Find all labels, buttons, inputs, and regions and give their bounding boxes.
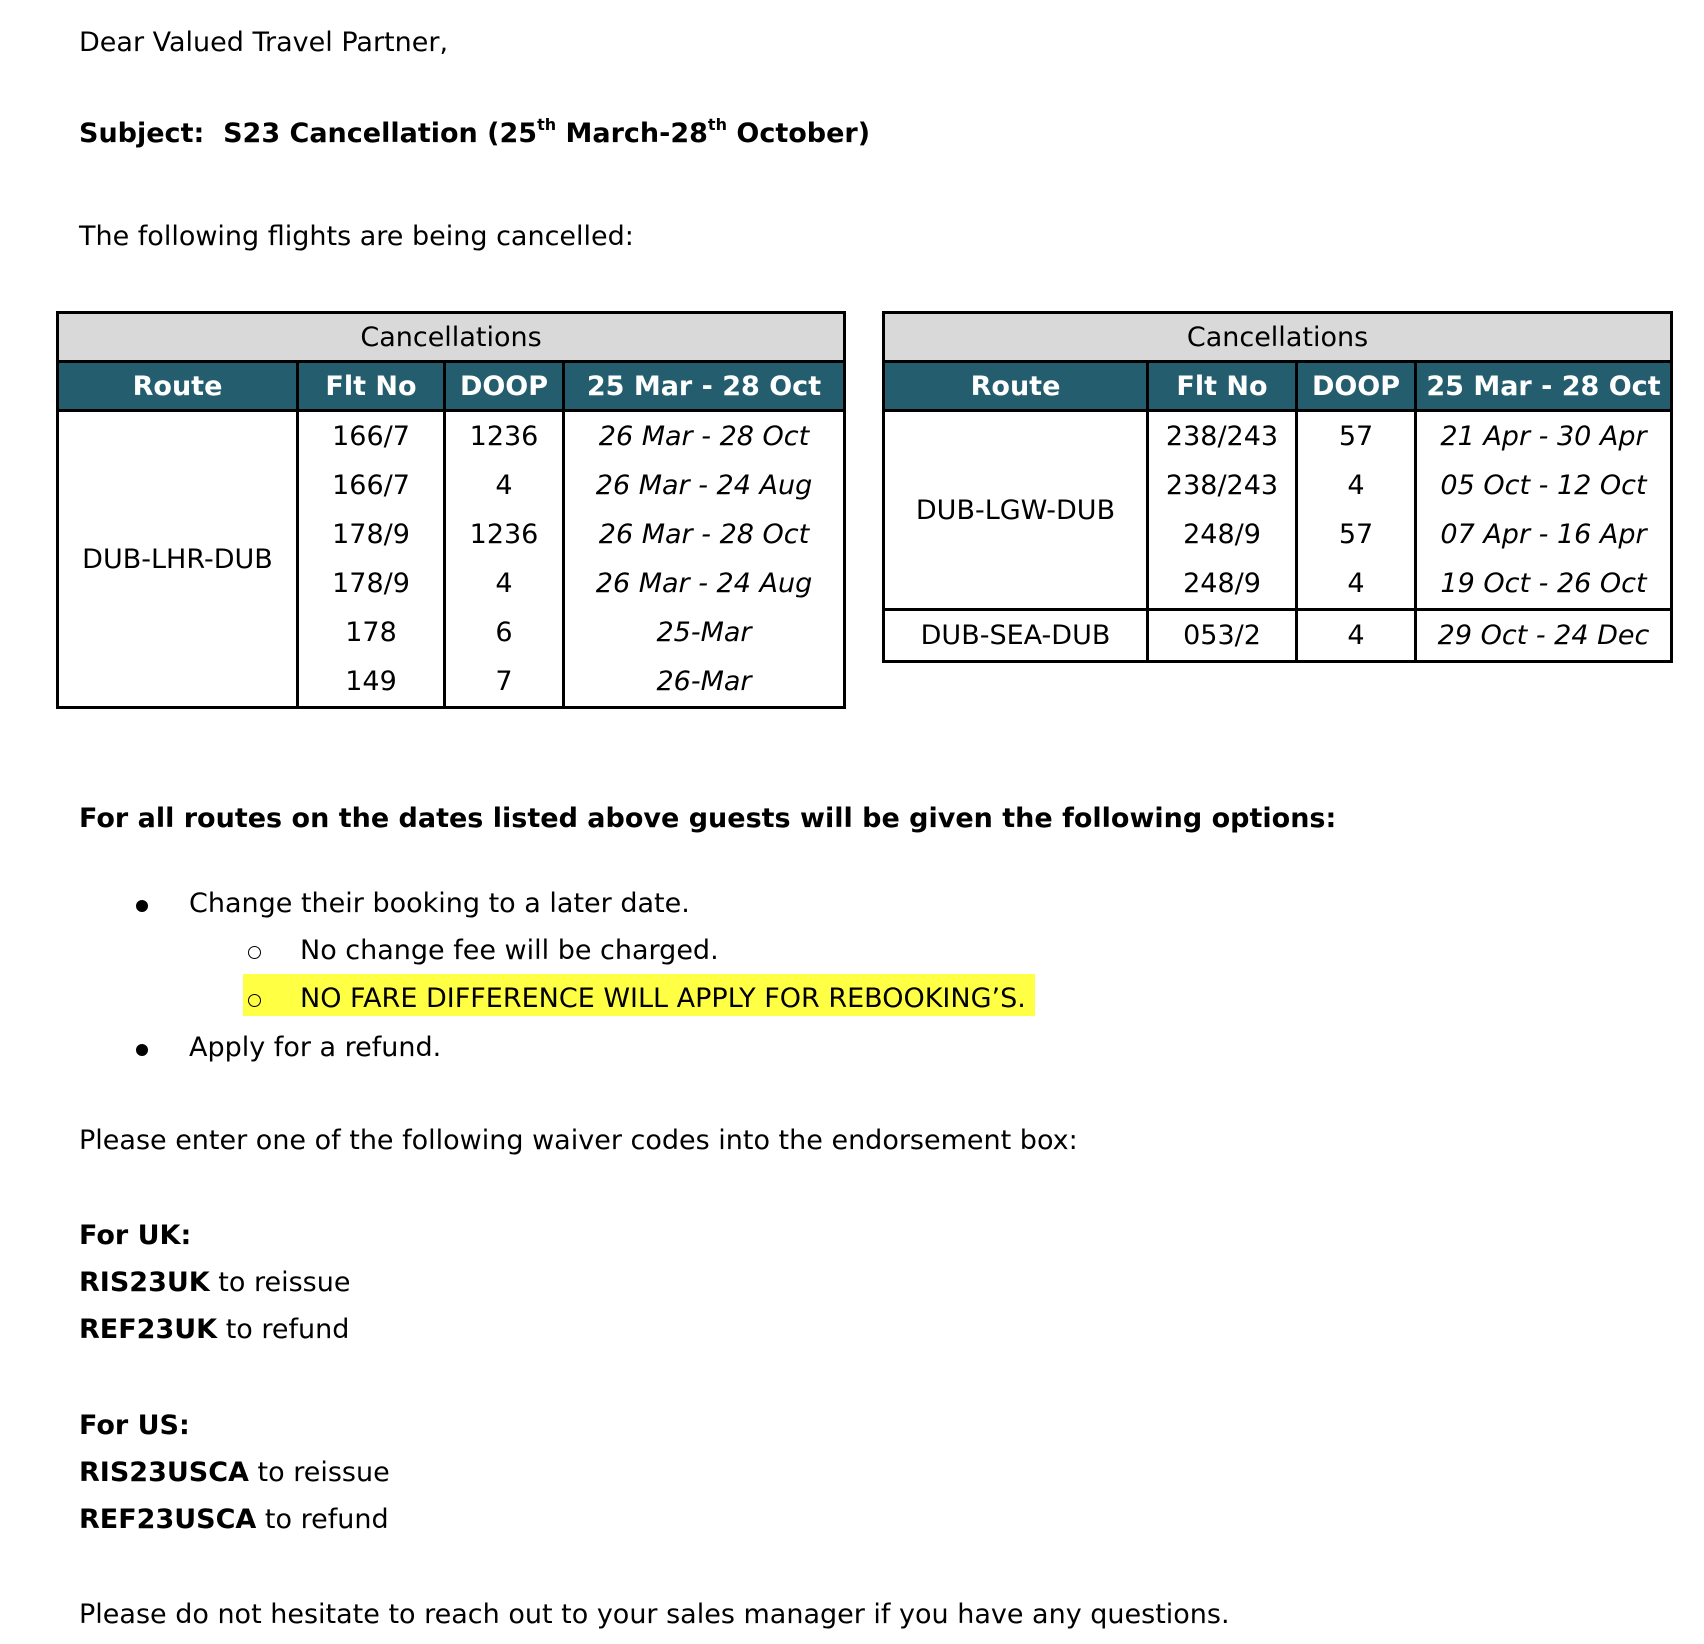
doop-cell: 7 — [445, 657, 564, 708]
subject-sup-a: th — [537, 115, 557, 134]
flt-cell: 053/2 — [1148, 610, 1297, 662]
date-cell: 07 Apr - 16 Apr — [1416, 510, 1672, 559]
date-cell: 26-Mar — [564, 657, 845, 708]
doop-cell: 57 — [1297, 510, 1416, 559]
date-cell: 25-Mar — [564, 608, 845, 657]
flt-cell: 248/9 — [1148, 510, 1297, 559]
flt-cell: 248/9 — [1148, 559, 1297, 610]
waiver-desc: to refund — [256, 1504, 389, 1535]
us-refund-code — [79, 1503, 389, 1537]
header-doop: DOOP — [1297, 362, 1416, 411]
date-cell: 26 Mar - 28 Oct — [564, 411, 845, 462]
waiver-desc: to refund — [217, 1314, 350, 1345]
date-cell: 26 Mar - 24 Aug — [564, 461, 845, 510]
header-route: Route — [58, 362, 298, 411]
doop-cell: 1236 — [445, 510, 564, 559]
option-refund: Apply for a refund. — [189, 1032, 442, 1063]
table-caption: Cancellations — [58, 313, 845, 362]
intro-text: The following flights are being cancelled: — [79, 221, 634, 252]
waiver-desc: to reissue — [209, 1267, 351, 1298]
subject-text-c: October) — [726, 118, 871, 149]
doop-cell: 4 — [1297, 559, 1416, 610]
date-cell: 21 Apr - 30 Apr — [1416, 411, 1672, 462]
cancellations-table-lhr — [56, 311, 846, 709]
flt-cell: 178/9 — [298, 510, 445, 559]
date-cell: 29 Oct - 24 Dec — [1416, 610, 1672, 662]
option-no-change-fee: No change fee will be charged. — [300, 935, 719, 966]
greeting: Dear Valued Travel Partner, — [79, 27, 449, 58]
uk-refund-code — [79, 1313, 349, 1347]
doop-cell: 57 — [1297, 411, 1416, 462]
uk-heading: For UK: — [79, 1220, 192, 1251]
options-heading: For all routes on the dates listed above guests will be given the following options: — [79, 803, 1337, 834]
circle-bullet-icon — [248, 994, 261, 1007]
route-cell: DUB-LGW-DUB — [915, 494, 1116, 526]
uk-reissue-code — [79, 1266, 350, 1300]
doop-cell: 4 — [1297, 610, 1416, 662]
table-row — [58, 411, 845, 462]
subject-label: Subject: — [79, 118, 205, 149]
table-row — [884, 411, 1672, 462]
subject-text-a: S23 Cancellation (25 — [223, 118, 538, 149]
subject-sup-b: th — [707, 115, 727, 134]
route-cell: DUB-SEA-DUB — [884, 610, 1148, 662]
doop-cell: 6 — [445, 608, 564, 657]
doop-cell: 1236 — [445, 411, 564, 462]
doop-cell: 4 — [445, 461, 564, 510]
date-cell: 26 Mar - 24 Aug — [564, 559, 845, 608]
cancellations-table-lgw-sea — [882, 311, 1673, 663]
table-row — [884, 610, 1672, 662]
date-cell: 05 Oct - 12 Oct — [1416, 461, 1672, 510]
header-route: Route — [884, 362, 1148, 411]
table-caption: Cancellations — [884, 313, 1672, 362]
flt-cell: 238/243 — [1148, 411, 1297, 462]
circle-bullet-icon — [248, 946, 261, 959]
bullet-icon — [136, 1044, 148, 1056]
flt-cell: 149 — [298, 657, 445, 708]
us-reissue-code — [79, 1456, 390, 1490]
option-change-booking: Change their booking to a later date. — [189, 888, 690, 919]
doop-cell: 4 — [445, 559, 564, 608]
flt-cell: 238/243 — [1148, 461, 1297, 510]
flt-cell: 178 — [298, 608, 445, 657]
flt-cell: 166/7 — [298, 411, 445, 462]
waiver-code: REF23UK — [79, 1314, 218, 1345]
subject-text-b: March-28 — [556, 118, 708, 149]
bullet-icon — [136, 900, 148, 912]
subject-line — [79, 117, 870, 151]
header-flt-no: Flt No — [1148, 362, 1297, 411]
waiver-code: RIS23UK — [79, 1267, 210, 1298]
header-period: 25 Mar - 28 Oct — [564, 362, 845, 411]
option-no-fare-difference: NO FARE DIFFERENCE WILL APPLY FOR REBOOKING’S. — [300, 983, 1026, 1014]
flt-cell: 178/9 — [298, 559, 445, 608]
flt-cell: 166/7 — [298, 461, 445, 510]
doop-cell: 4 — [1297, 461, 1416, 510]
header-flt-no: Flt No — [298, 362, 445, 411]
waiver-desc: to reissue — [248, 1457, 390, 1488]
waiver-code: REF23USCA — [79, 1504, 257, 1535]
header-period: 25 Mar - 28 Oct — [1416, 362, 1672, 411]
date-cell: 19 Oct - 26 Oct — [1416, 559, 1672, 610]
closing-text: Please do not hesitate to reach out to your sales manager if you have any questions. — [79, 1599, 1230, 1630]
waiver-code: RIS23USCA — [79, 1457, 249, 1488]
route-cell: DUB-LHR-DUB — [82, 543, 273, 575]
header-doop: DOOP — [445, 362, 564, 411]
date-cell: 26 Mar - 28 Oct — [564, 510, 845, 559]
waiver-intro: Please enter one of the following waiver codes into the endorsement box: — [79, 1125, 1078, 1156]
us-heading: For US: — [79, 1410, 190, 1441]
